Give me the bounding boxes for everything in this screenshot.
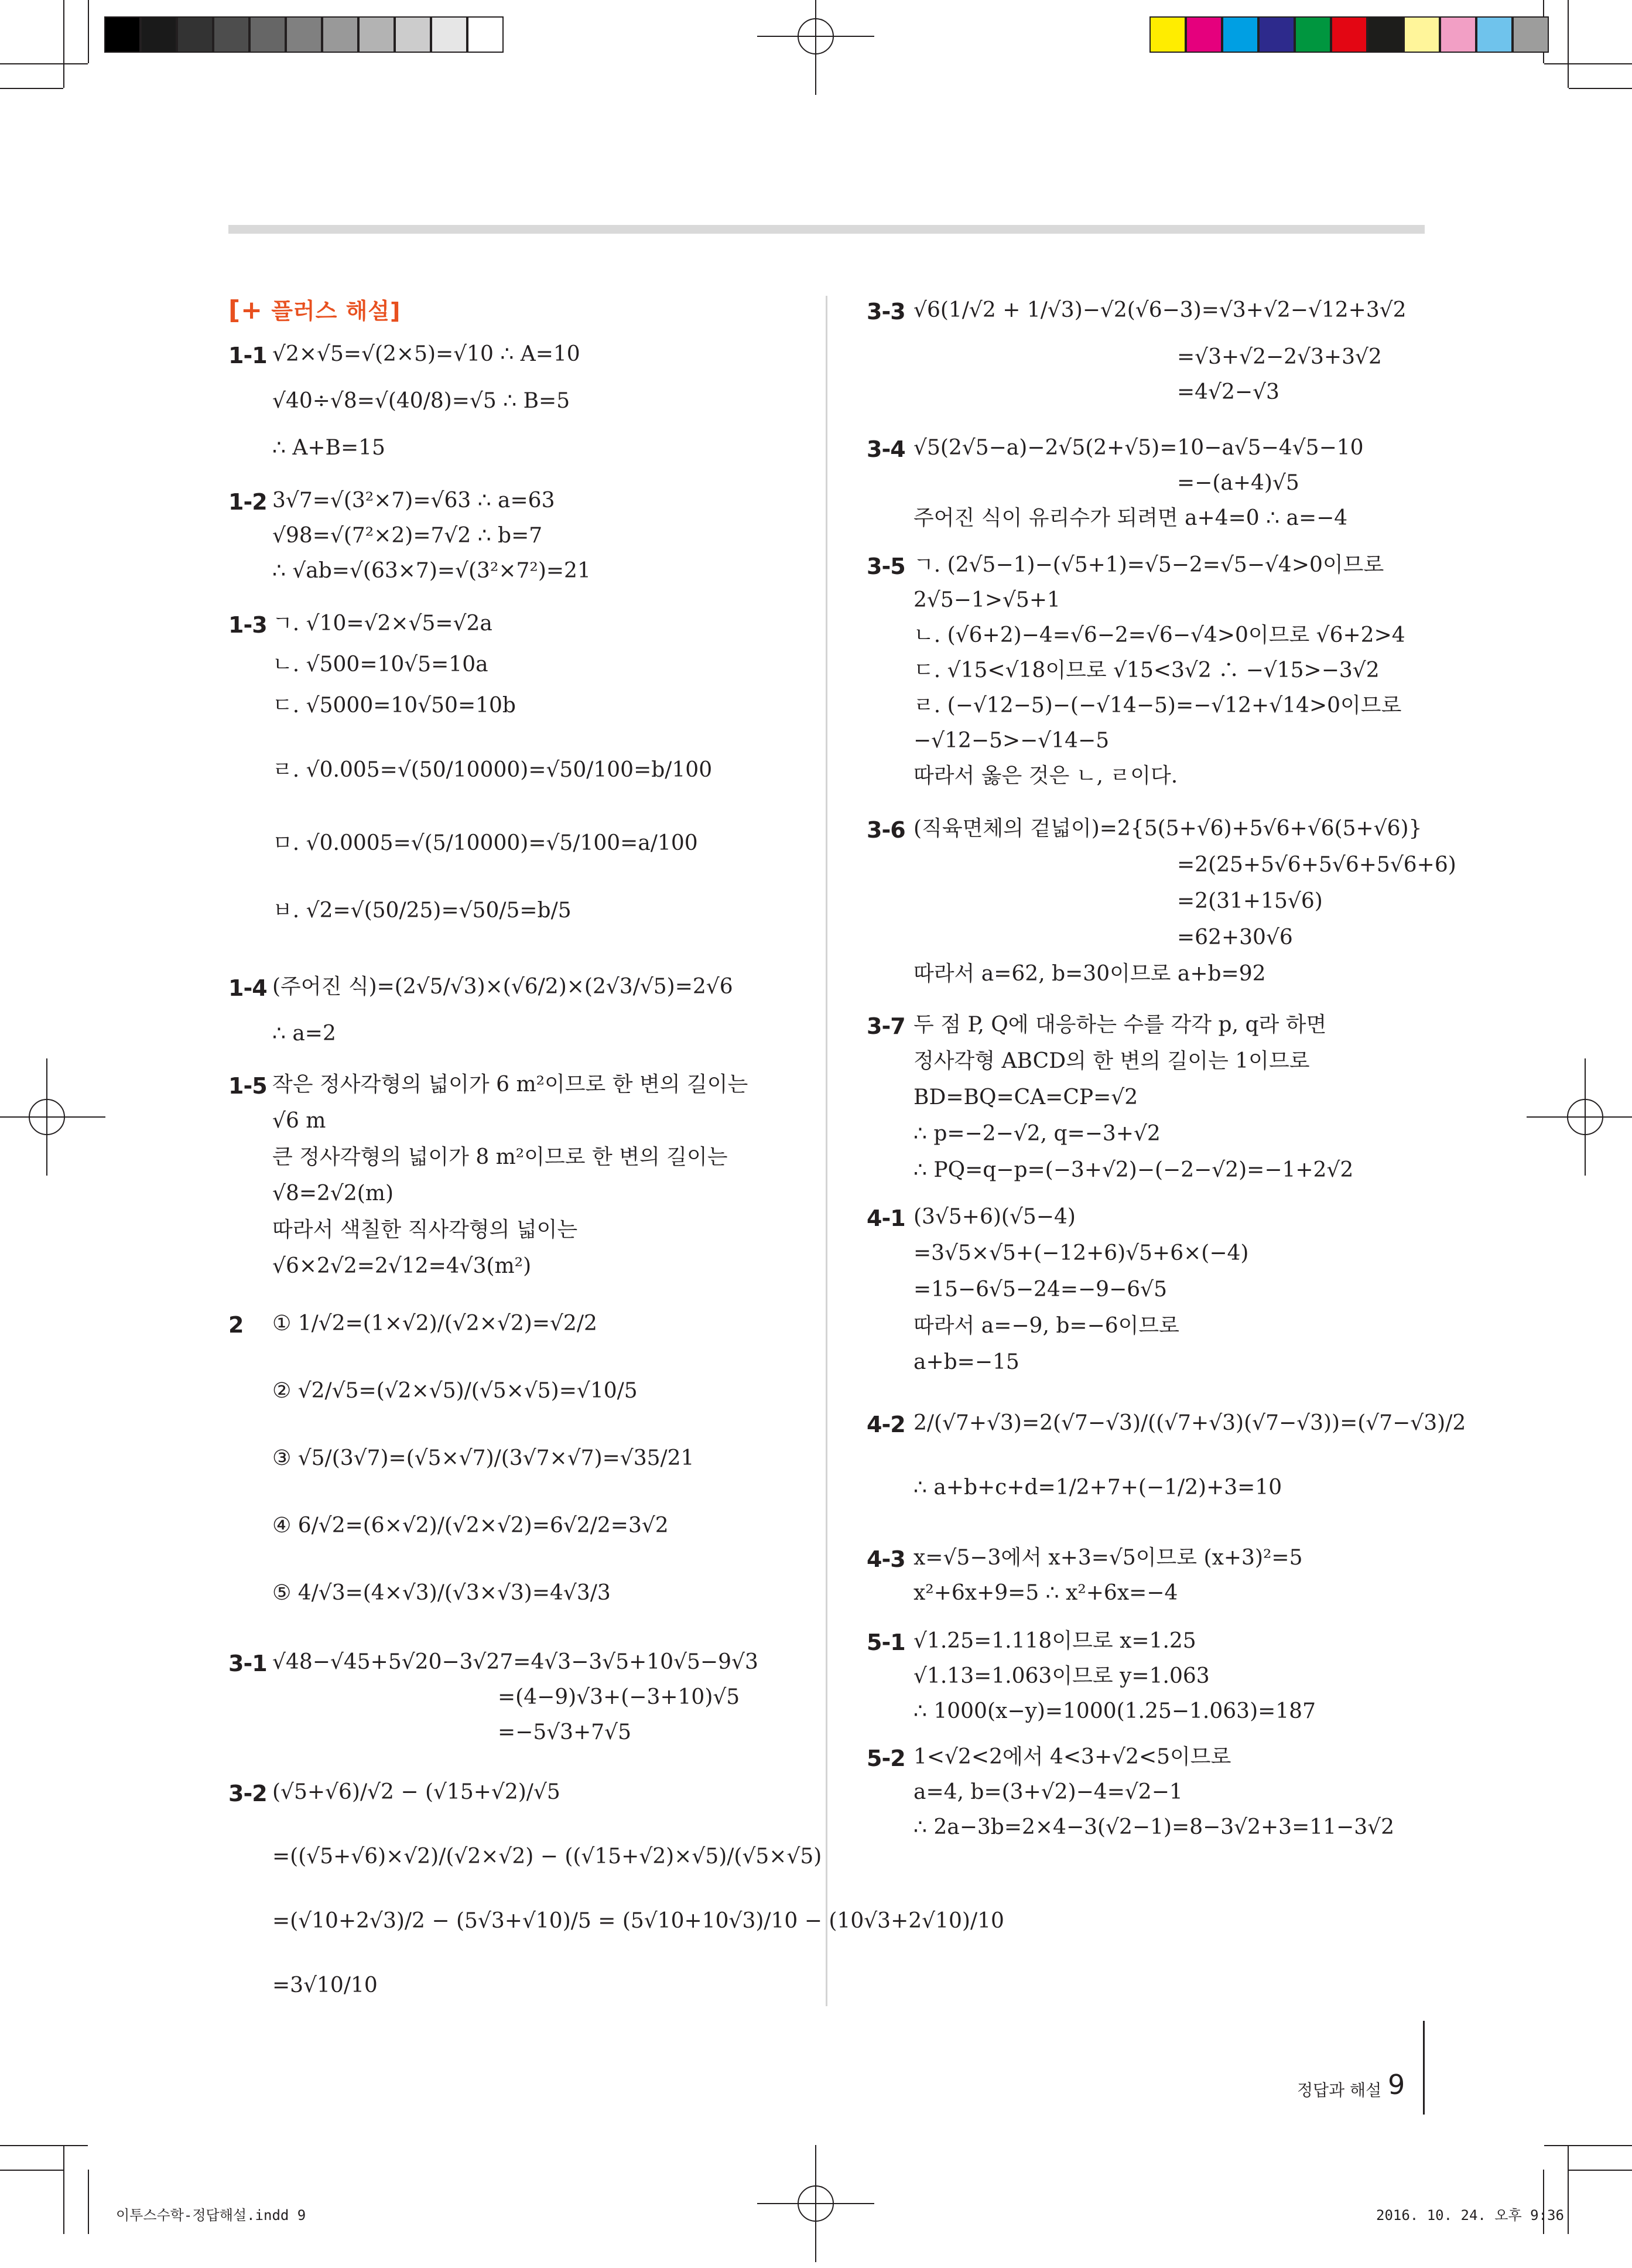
- solution-line: x²+6x+9=5 ∴ x²+6x=−4: [913, 1581, 1178, 1605]
- solution-line: ③ √5/(3√7)=(√5×√7)/(3√7×√7)=√35/21: [272, 1446, 694, 1470]
- crop-mark: [0, 88, 63, 89]
- process-swatch: [1149, 16, 1186, 53]
- solution-line: 주어진 식이 유리수가 되려면 a+4=0 ∴ a=−4: [913, 506, 1348, 530]
- solution-line: =(4−9)√3+(−3+10)√5: [498, 1685, 740, 1709]
- crop-mark: [0, 63, 88, 64]
- solution-line: ∴ p=−2−√2, q=−3+√2: [913, 1122, 1161, 1146]
- solution-line: ㄹ. (−√12−5)−(−√14−5)=−√12+√14>0이므로: [913, 694, 1402, 718]
- problem-number: 1-4: [228, 975, 267, 1001]
- section-heading: [228, 293, 401, 325]
- solution-line: √98=√(7²×2)=7√2 ∴ b=7: [272, 524, 543, 548]
- solution-line: ㄷ. √5000=10√50=10b: [272, 694, 516, 718]
- header-rule: [228, 225, 1425, 234]
- solution-line: (√5+√6)/√2 − (√15+√2)/√5: [272, 1780, 560, 1804]
- problem-number: 3-1: [228, 1651, 267, 1676]
- solution-line: =3√10/10: [272, 1973, 378, 1997]
- footer-rule: [1423, 2021, 1425, 2115]
- solution-line: ㅂ. √2=√(50/25)=√50/5=b/5: [272, 899, 572, 923]
- process-swatch: [1331, 16, 1367, 53]
- crop-mark: [1543, 2170, 1544, 2234]
- process-swatch: [1476, 16, 1513, 53]
- plus-icon: [+: [228, 295, 263, 325]
- page-number: 9: [1388, 2069, 1405, 2100]
- solution-line: √6 m: [272, 1109, 326, 1133]
- grayscale-swatch: [286, 16, 322, 53]
- solution-line: =((√5+√6)×√2)/(√2×√2) − ((√15+√2)×√5)/(√5×√5): [272, 1845, 822, 1869]
- problem-number: 3-7: [867, 1013, 905, 1039]
- crop-mark: [1568, 2145, 1569, 2234]
- problem-number: 4-2: [867, 1412, 905, 1437]
- solution-line: ∴ A+B=15: [272, 436, 385, 460]
- solution-line: ㄷ. √15<√18이므로 √15<3√2 ∴ −√15>−3√2: [913, 658, 1380, 682]
- solution-line: 2√5−1>√5+1: [913, 588, 1060, 612]
- solution-line: ∴ a=2: [272, 1022, 336, 1046]
- grayscale-swatch: [249, 16, 286, 53]
- solution-line: ∴ 2a−3b=2×4−3(√2−1)=8−3√2+3=11−3√2: [913, 1815, 1394, 1839]
- process-swatch: [1258, 16, 1295, 53]
- solution-line: 정사각형 ABCD의 한 변의 길이는 1이므로: [913, 1049, 1310, 1073]
- solution-line: ㄱ. (2√5−1)−(√5+1)=√5−2=√5−√4>0이므로: [913, 553, 1384, 577]
- solution-line: 2/(√7+√3)=2(√7−√3)/((√7+√3)(√7−√3))=(√7−√3)/2: [913, 1411, 1466, 1435]
- process-swatch: [1222, 16, 1258, 53]
- solution-line: =2(25+5√6+5√6+5√6+6): [1177, 853, 1456, 877]
- problem-number: 3-2: [228, 1781, 267, 1806]
- solution-line: (직육면체의 겉넓이)=2{5(5+√6)+5√6+√6(5+√6)}: [913, 817, 1422, 841]
- crop-mark: [63, 0, 64, 88]
- solution-line: √6(1/√2 + 1/√3)−√2(√6−3)=√3+√2−√12+3√2: [913, 298, 1407, 322]
- solution-line: ② √2/√5=(√2×√5)/(√5×√5)=√10/5: [272, 1379, 638, 1403]
- solution-line: =3√5×√5+(−12+6)√5+6×(−4): [913, 1241, 1249, 1265]
- process-swatch: [1367, 16, 1404, 53]
- solution-line: √8=2√2(m): [272, 1181, 394, 1205]
- problem-number: 5-1: [867, 1630, 905, 1655]
- solution-line: =−(a+4)√5: [1177, 471, 1299, 495]
- grayscale-swatch: [358, 16, 395, 53]
- registration-mark-icon: [751, 0, 880, 101]
- grayscale-swatch: [322, 16, 358, 53]
- solution-line: ① 1/√2=(1×√2)/(√2×√2)=√2/2: [272, 1311, 597, 1335]
- solution-line: √2×√5=√(2×5)=√10 ∴ A=10: [272, 342, 580, 366]
- solution-line: =−5√3+7√5: [498, 1720, 631, 1744]
- solution-line: √1.13=1.063이므로 y=1.063: [913, 1664, 1210, 1688]
- crop-mark: [1569, 88, 1632, 89]
- solution-line: 따라서 a=−9, b=−6이므로: [913, 1314, 1179, 1338]
- solution-line: √48−√45+5√20−3√27=4√3−3√5+10√5−9√3: [272, 1650, 758, 1674]
- crop-mark: [88, 0, 89, 63]
- problem-number: 4-3: [867, 1546, 905, 1572]
- problem-number: 3-5: [867, 554, 905, 579]
- registration-mark-icon: [1521, 1053, 1632, 1181]
- grayscale-color-bar: [104, 16, 504, 53]
- solution-line: 따라서 a=62, b=30이므로 a+b=92: [913, 962, 1266, 986]
- problem-number: 1-1: [228, 343, 267, 368]
- solution-line: ⑤ 4/√3=(4×√3)/(√3×√3)=4√3/3: [272, 1581, 611, 1605]
- solution-line: =4√2−√3: [1177, 380, 1279, 404]
- solution-line: =√3+√2−2√3+3√2: [1177, 345, 1382, 369]
- solution-line: x=√5−3에서 x+3=√5이므로 (x+3)²=5: [913, 1546, 1303, 1570]
- solution-line: ∴ PQ=q−p=(−3+√2)−(−2−√2)=−1+2√2: [913, 1158, 1354, 1182]
- solution-line: ㄴ. √500=10√5=10a: [272, 653, 488, 677]
- grayscale-swatch: [213, 16, 249, 53]
- solution-line: =15−6√5−24=−9−6√5: [913, 1278, 1168, 1302]
- solution-line: −√12−5>−√14−5: [913, 729, 1110, 753]
- solution-line: ∴ a+b+c+d=1/2+7+(−1/2)+3=10: [913, 1475, 1282, 1500]
- solution-line: 작은 정사각형의 넓이가 6 m²이므로 한 변의 길이는: [272, 1072, 748, 1097]
- solution-line: a+b=−15: [913, 1350, 1019, 1374]
- solution-line: 따라서 옳은 것은 ㄴ, ㄹ이다.: [913, 764, 1178, 788]
- grayscale-swatch: [431, 16, 467, 53]
- crop-mark: [1544, 2145, 1632, 2146]
- problem-number: 5-2: [867, 1746, 905, 1771]
- solution-line: √40÷√8=√(40/8)=√5 ∴ B=5: [272, 389, 570, 413]
- solution-line: ∴ √ab=√(63×7)=√(3²×7²)=21: [272, 559, 591, 583]
- solution-line: =62+30√6: [1177, 925, 1293, 949]
- process-color-bar: [1149, 16, 1549, 53]
- solution-line: ㄱ. √10=√2×√5=√2a: [272, 612, 492, 636]
- solution-line: ㅁ. √0.0005=√(5/10000)=√5/100=a/100: [272, 831, 698, 855]
- process-swatch: [1440, 16, 1476, 53]
- slug-file: 이투스수학-정답해설.indd 9: [116, 2207, 306, 2223]
- crop-mark: [1569, 2170, 1632, 2171]
- grayscale-swatch: [467, 16, 504, 53]
- solution-line: 따라서 색칠한 직사각형의 넓이는: [272, 1218, 578, 1242]
- solution-line: √5(2√5−a)−2√5(2+√5)=10−a√5−4√5−10: [913, 436, 1364, 460]
- column-divider: [826, 296, 827, 2006]
- solution-line: √6×2√2=2√12=4√3(m²): [272, 1254, 532, 1278]
- process-swatch: [1186, 16, 1222, 53]
- solution-line: 두 점 P, Q에 대응하는 수를 각각 p, q라 하면: [913, 1013, 1327, 1037]
- solution-line: ∴ 1000(x−y)=1000(1.25−1.063)=187: [913, 1699, 1316, 1723]
- process-swatch: [1404, 16, 1440, 53]
- solution-line: =(√10+2√3)/2 − (5√3+√10)/5 = (5√10+10√3)/10 − (10√3+2√10)/10: [272, 1909, 1004, 1933]
- solution-line: (3√5+6)(√5−4): [913, 1205, 1076, 1229]
- crop-mark: [0, 2170, 63, 2171]
- problem-number: 1-3: [228, 612, 267, 638]
- solution-line: ㄴ. (√6+2)−4=√6−2=√6−√4>0이므로 √6+2>4: [913, 623, 1405, 647]
- process-swatch: [1513, 16, 1549, 53]
- crop-mark: [1568, 0, 1569, 88]
- solution-line: 3√7=√(3²×7)=√63 ∴ a=63: [272, 489, 555, 513]
- problem-number: 3-4: [867, 436, 905, 462]
- problem-number: 3-6: [867, 817, 905, 843]
- problem-number: 1-5: [228, 1073, 267, 1099]
- problem-number: 3-3: [867, 299, 905, 325]
- solution-line: √1.25=1.118이므로 x=1.25: [913, 1629, 1196, 1653]
- crop-mark: [63, 2145, 64, 2234]
- grayscale-swatch: [177, 16, 213, 53]
- solution-line: =2(31+15√6): [1177, 889, 1323, 913]
- crop-mark: [1544, 63, 1632, 64]
- solution-line: 1<√2<2에서 4<3+√2<5이므로: [913, 1745, 1231, 1769]
- solution-line: a=4, b=(3+√2)−4=√2−1: [913, 1780, 1183, 1804]
- footer-label: 정답과 해설: [1297, 2081, 1382, 2100]
- crop-mark: [0, 2145, 88, 2146]
- problem-number: 4-1: [867, 1205, 905, 1231]
- solution-line: (주어진 식)=(2√5/√3)×(√6/2)×(2√3/√5)=2√6: [272, 975, 733, 999]
- registration-mark-icon: [751, 2139, 880, 2268]
- problem-number: 1-2: [228, 489, 267, 515]
- solution-line: 큰 정사각형의 넓이가 8 m²이므로 한 변의 길이는: [272, 1145, 728, 1169]
- solution-line: ㄹ. √0.005=√(50/10000)=√50/100=b/100: [272, 758, 713, 782]
- process-swatch: [1295, 16, 1331, 53]
- slug-date: 2016. 10. 24. 오후 9:36: [1376, 2207, 1564, 2223]
- solution-line: BD=BQ=CA=CP=√2: [913, 1085, 1138, 1109]
- grayscale-swatch: [395, 16, 431, 53]
- grayscale-swatch: [104, 16, 141, 53]
- crop-mark: [88, 2170, 89, 2234]
- solution-line: ④ 6/√2=(6×√2)/(√2×√2)=6√2/2=3√2: [272, 1514, 669, 1538]
- registration-mark-icon: [0, 1053, 111, 1181]
- grayscale-swatch: [141, 16, 177, 53]
- section-heading-text: 플러스 해설]: [271, 298, 401, 324]
- problem-number: 2: [228, 1312, 244, 1338]
